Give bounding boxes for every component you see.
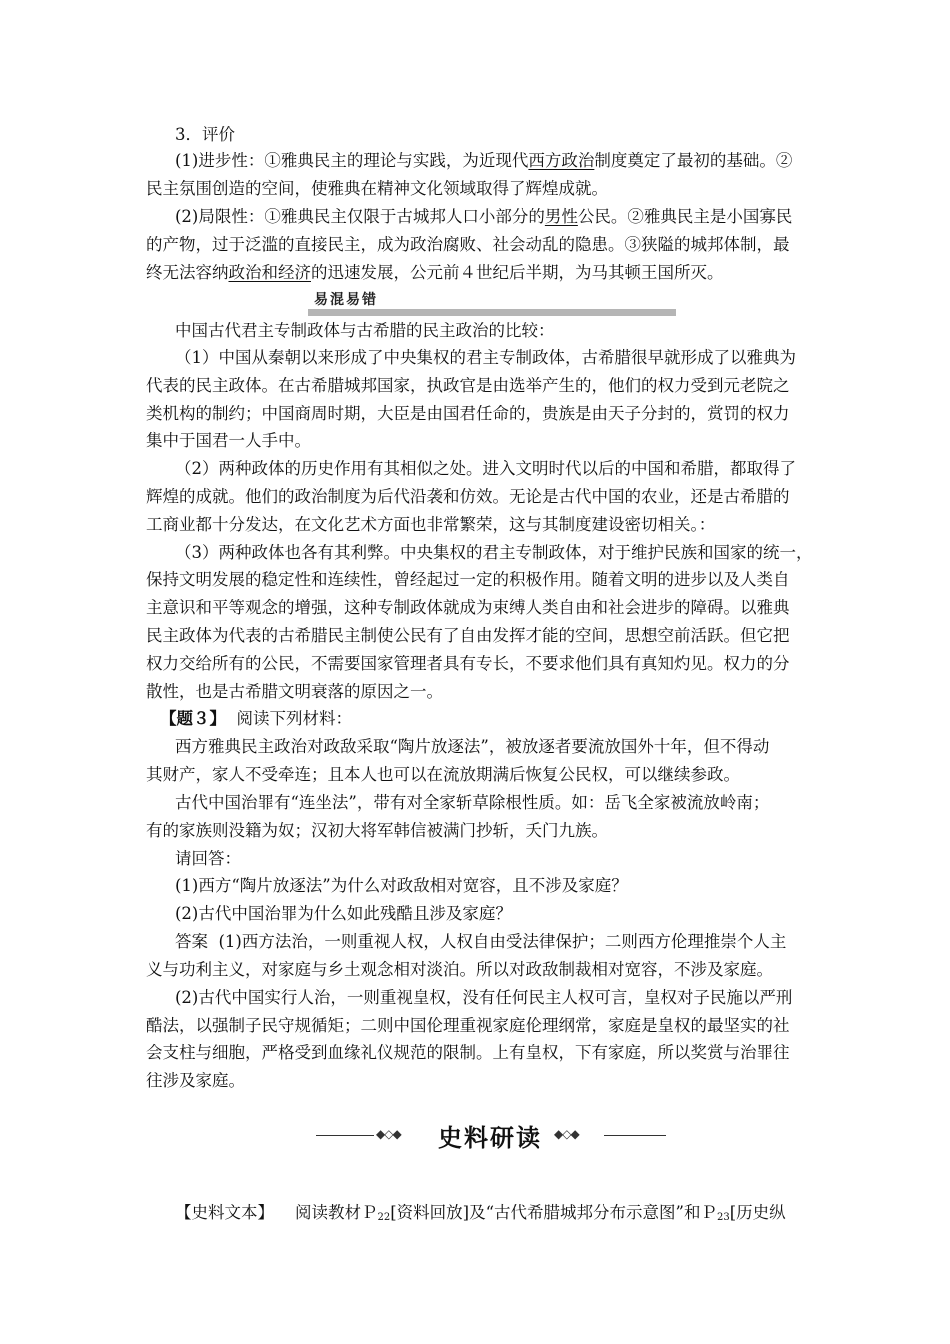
compare-3-line-5: 权力交给所有的公民，不需要国家管理者具有专长，不要求他们具有真知灼见。权力的分 <box>146 654 790 673</box>
material-1-line-2: 其财产，家人不受牵连；且本人也可以在流放期满后恢复公民权，可以继续参政。 <box>146 765 740 784</box>
material-1-line-1: 西方雅典民主政治对政敌采取“陶片放逐法”，被放逐者要流放国外十年，但不得动 <box>175 737 770 756</box>
compare-1-line-3: 类机构的制约；中国商周时期，大臣是由国君任命的，贵族是由天子分封的，赏罚的权力 <box>146 404 790 423</box>
compare-3-line-2: 保持文明发展的稳定性和连续性，曾经起过一定的积极作用。随着文明的进步以及人类自 <box>146 570 790 589</box>
question-header <box>160 706 950 732</box>
underlined-term: 西方政治 <box>528 151 595 170</box>
divider-left <box>316 1135 374 1136</box>
banner-label: 易混易错 <box>312 289 380 309</box>
section-title-block <box>308 1118 688 1154</box>
easily-confused-banner <box>308 289 676 315</box>
text-span: (1)西方法治，一则重视人权，人权自由受法律保护；二则西方伦理推崇个人主 <box>218 932 787 951</box>
source-text-line <box>175 1200 950 1231</box>
section-title: 史料研读 <box>438 1124 542 1152</box>
compare-1-line-4: 集中于国君一人手中。 <box>146 431 311 450</box>
sub-question-2: (2)古代中国治罪为什么如此残酷且涉及家庭？ <box>175 904 512 923</box>
diamond-ornament-right-icon: ◆◇◆ <box>554 1127 579 1141</box>
material-2-line-2: 有的家族则没籍为奴；汉初大将军韩信被满门抄斩，夭门九族。 <box>146 821 608 840</box>
paragraph-limit-line-1 <box>175 204 950 230</box>
page-subscript: 23 <box>716 1212 730 1223</box>
underlined-term: 政治和经济 <box>228 263 311 282</box>
paragraph-limit-line-3 <box>146 260 950 286</box>
divider-right <box>604 1135 666 1136</box>
source-tag: 【史料文本】 <box>175 1203 274 1222</box>
answer-2-line-4: 往涉及家庭。 <box>146 1071 245 1090</box>
text-span: 终无法容纳 <box>146 263 229 282</box>
compare-2-line-2: 辉煌的成就。他们的政治制度为后代沿袭和仿效。无论是古代中国的农业，还是古希腊的 <box>146 487 790 506</box>
banner-bar <box>308 309 676 316</box>
answer-1-line-1 <box>175 929 950 955</box>
text-span: (2)局限性：①雅典民主仅限于古城邦人口小部分的 <box>175 207 545 226</box>
compare-3-line-4: 民主政体为代表的古希腊民主制使公民有了自由发挥才能的空间，思想空前活跃。但它把 <box>146 626 790 645</box>
answer-2-line-1: (2)古代中国实行人治，一则重视皇权，没有任何民主人权可言，皇权对子民施以严刑 <box>175 988 793 1007</box>
sub-question-1: (1)西方“陶片放逐法”为什么对政敌相对宽容，且不涉及家庭？ <box>175 876 628 895</box>
page-subscript: 22 <box>377 1212 391 1223</box>
answer-2-line-3: 会支柱与细胞，严格受到血缘礼仪规范的限制。上有皇权，下有家庭，所以奖赏与治罪往 <box>146 1043 790 1062</box>
paragraph-limit-line-2: 的产物，过于泛滥的直接民主，成为政治腐败、社会动乱的隐患。③狭隘的城邦体制，最 <box>146 235 790 254</box>
text-span: 制度奠定了最初的基础。② <box>594 151 793 170</box>
question-lead: 阅读下列材料： <box>236 709 352 728</box>
text-span: 的迅速发展，公元前４世纪后半期，为马其顿王国所灭。 <box>311 263 724 282</box>
question-tag: 【题３】 <box>160 709 226 728</box>
compare-3-line-3: 主意识和平等观念的增强，这种专制政体就成为束缚人类自由和社会进步的障碍。以雅典 <box>146 598 790 617</box>
section-heading: 3．评价 <box>175 125 235 144</box>
ask-prompt: 请回答： <box>175 849 241 868</box>
compare-1-line-2: 代表的民主政体。在古希腊城邦国家，执政官是由选举产生的，他们的权力受到元老院之 <box>146 376 790 395</box>
text-span: [资料回放]及“古代希腊城邦分布示意图”和Ｐ <box>390 1203 717 1222</box>
compare-2-line-1: （2）两种政体的历史作用有其相似之处。进入文明时代以后的中国和希腊，都取得了 <box>175 459 796 478</box>
compare-2-line-3: 工商业都十分发达，在文化艺术方面也非常繁荣，这与其制度建设密切相关。： <box>146 515 716 534</box>
text-span: [历史纵 <box>729 1203 786 1222</box>
diamond-ornament-left-icon: ◆◇◆ <box>376 1127 401 1141</box>
paragraph-progress-line-1 <box>175 148 950 174</box>
underlined-term: 男性 <box>544 207 578 226</box>
text-span: 公民。②雅典民主是小国寡民 <box>577 207 793 226</box>
paragraph-progress-line-2: 民主氛围创造的空间，使雅典在精神文化领域取得了辉煌成就。 <box>146 179 608 198</box>
answer-2-line-2: 酷法，以强制子民守规循矩；二则中国伦理重视家庭伦理纲常，家庭是皇权的最坚实的社 <box>146 1016 790 1035</box>
compare-1-line-1: （1）中国从秦朝以来形成了中央集权的君主专制政体，古希腊很早就形成了以雅典为 <box>175 348 796 367</box>
compare-3-line-6: 散性，也是古希腊文明衰落的原因之一。 <box>146 682 443 701</box>
text-span: 阅读教材Ｐ <box>294 1203 378 1222</box>
answer-label: 答案 <box>175 932 208 951</box>
compare-3-line-1: （3）两种政体也各有其利弊。中央集权的君主专制政体，对于维护民族和国家的统一， <box>175 543 813 562</box>
compare-intro: 中国古代君主专制政体与古希腊的民主政治的比较： <box>175 321 555 340</box>
text-span: (1)进步性：①雅典民主的理论与实践，为近现代 <box>175 151 529 170</box>
material-2-line-1: 古代中国治罪有“连坐法”，带有对全家斩草除根性质。如：岳飞全家被流放岭南； <box>175 793 770 812</box>
answer-1-line-2: 义与功利主义，对家庭与乡土观念相对淡泊。所以对政敌制裁相对宽容，不涉及家庭。 <box>146 960 773 979</box>
